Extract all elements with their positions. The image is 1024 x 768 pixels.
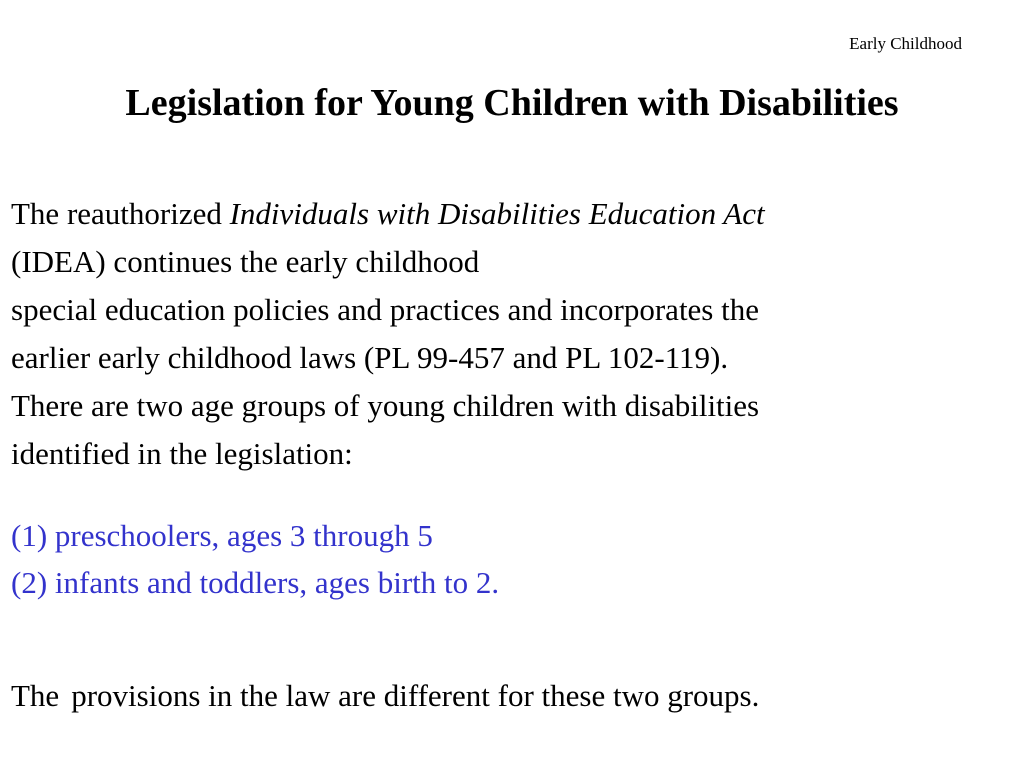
paragraph-line-1: [11, 190, 1011, 238]
closing-statement: [11, 672, 1011, 720]
paragraph-line-2: (IDEA) continues the early childhood: [11, 244, 480, 279]
header-tag: Early Childhood: [849, 34, 962, 53]
paragraph-line-1-prefix: The reauthorized: [11, 196, 230, 231]
paragraph-line-4: earlier early childhood laws (PL 99-457 and PL 102-119).: [11, 340, 729, 375]
closing-word: The: [11, 678, 60, 713]
age-group-item: (1) preschoolers, ages 3 through 5: [11, 518, 433, 553]
age-group-list: [11, 512, 1011, 606]
age-group-item: (2) infants and toddlers, ages birth to 2.: [11, 565, 500, 600]
paragraph-line-6: identified in the legislation:: [11, 436, 353, 471]
slide-title: Legislation for Young Children with Disabilities: [125, 82, 899, 124]
paragraph-line-5: There are two age groups of young children with disabilities: [11, 388, 760, 423]
intro-paragraph: [11, 190, 1011, 478]
paragraph-line-3: special education policies and practices and incorporates the: [11, 292, 759, 327]
closing-rest: provisions in the law are different for these two groups.: [71, 678, 760, 713]
act-name: Individuals with Disabilities Education Act: [229, 196, 765, 231]
